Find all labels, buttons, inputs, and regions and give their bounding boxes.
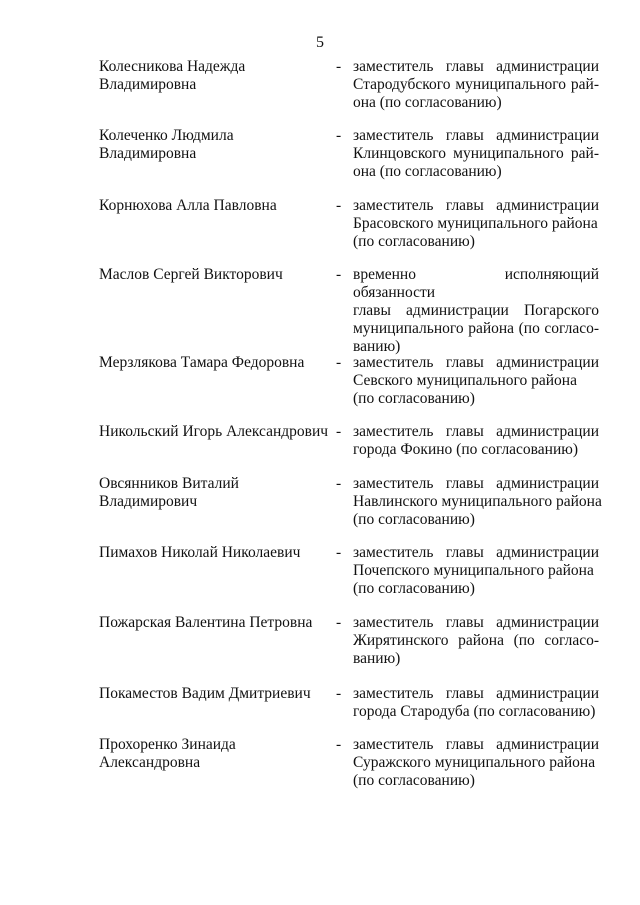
person-position	[353, 423, 599, 459]
position-line: муниципального района (по согласо-	[353, 320, 599, 337]
person-name: Маслов Сергей Викторович	[99, 266, 283, 283]
position-line: заместитель главы администрации	[353, 423, 599, 440]
position-line: (по согласованию)	[353, 511, 475, 528]
position-line: главы администрации Погарского	[353, 302, 599, 319]
position-line: ванию)	[353, 650, 401, 667]
position-line: заместитель главы администрации	[353, 544, 599, 561]
position-line: Жирятинского района (по согласо-	[353, 632, 599, 649]
person-name: Прохоренко Зинаида Александровна	[99, 736, 236, 771]
person-name: Колеченко Людмила Владимировна	[99, 127, 234, 162]
position-line: заместитель главы администрации	[353, 58, 599, 75]
dash-separator: -	[336, 614, 342, 631]
position-line: заместитель главы администрации	[353, 127, 599, 144]
position-line: города Фокино (по согласованию)	[353, 441, 579, 458]
position-line: (по согласованию)	[353, 390, 475, 407]
position-line: Суражского муниципального района	[353, 754, 596, 771]
person-position	[353, 544, 599, 598]
dash-separator: -	[336, 354, 342, 371]
position-line: ванию)	[353, 338, 401, 355]
dash-separator: -	[336, 736, 342, 753]
position-line: города Стародуба (по согласованию)	[353, 703, 596, 720]
person-name: Пимахов Николай Николаевич	[99, 544, 301, 561]
person-name: Колесникова Надежда Владимировна	[99, 58, 246, 93]
person-position	[353, 736, 599, 790]
position-line: заместитель главы администрации	[353, 475, 599, 492]
position-line: Почепского муниципального района	[353, 562, 594, 579]
person-name: Пожарская Валентина Петровна	[99, 614, 313, 631]
position-line: Стародубского муниципального рай-	[353, 76, 599, 93]
position-line: заместитель главы администрации	[353, 685, 599, 702]
person-position	[353, 197, 599, 251]
page-number: 5	[316, 34, 324, 51]
position-line: (по согласованию)	[353, 580, 475, 597]
person-position	[353, 127, 599, 181]
position-line: (по согласованию)	[353, 233, 475, 250]
dash-separator: -	[336, 58, 342, 75]
dash-separator: -	[336, 544, 342, 561]
person-position	[353, 685, 599, 721]
dash-separator: -	[336, 475, 342, 492]
person-position	[353, 475, 602, 529]
dash-separator: -	[336, 685, 342, 702]
position-line: заместитель главы администрации	[353, 614, 599, 631]
position-line: она (по согласованию)	[353, 163, 502, 180]
person-position	[353, 58, 599, 112]
position-line: Навлинского муниципального района	[353, 493, 602, 510]
position-line: Севского муниципального района	[353, 372, 577, 389]
person-position	[353, 614, 599, 668]
person-name: Овсянников Виталий Владимирович	[99, 475, 239, 510]
dash-separator: -	[336, 423, 342, 440]
dash-separator: -	[336, 127, 342, 144]
position-line: Брасовского муниципального района	[353, 215, 598, 232]
position-line: Клинцовского муниципального рай-	[353, 145, 599, 162]
dash-separator: -	[336, 197, 342, 214]
position-line: заместитель главы администрации	[353, 736, 599, 753]
position-line: заместитель главы администрации	[353, 354, 599, 371]
dash-separator: -	[336, 266, 342, 283]
person-name: Корнюхова Алла Павловна	[99, 197, 277, 214]
position-line: она (по согласованию)	[353, 94, 502, 111]
person-position	[353, 354, 599, 408]
person-name: Никольский Игорь Александрович	[99, 423, 329, 440]
position-line: (по согласованию)	[353, 772, 475, 789]
position-line: заместитель главы администрации	[353, 197, 599, 214]
position-line: временно исполняющий обязанности	[353, 266, 599, 301]
person-position	[353, 266, 599, 356]
person-name: Покаместов Вадим Дмитриевич	[99, 685, 311, 702]
person-name: Мерзлякова Тамара Федоровна	[99, 354, 305, 371]
